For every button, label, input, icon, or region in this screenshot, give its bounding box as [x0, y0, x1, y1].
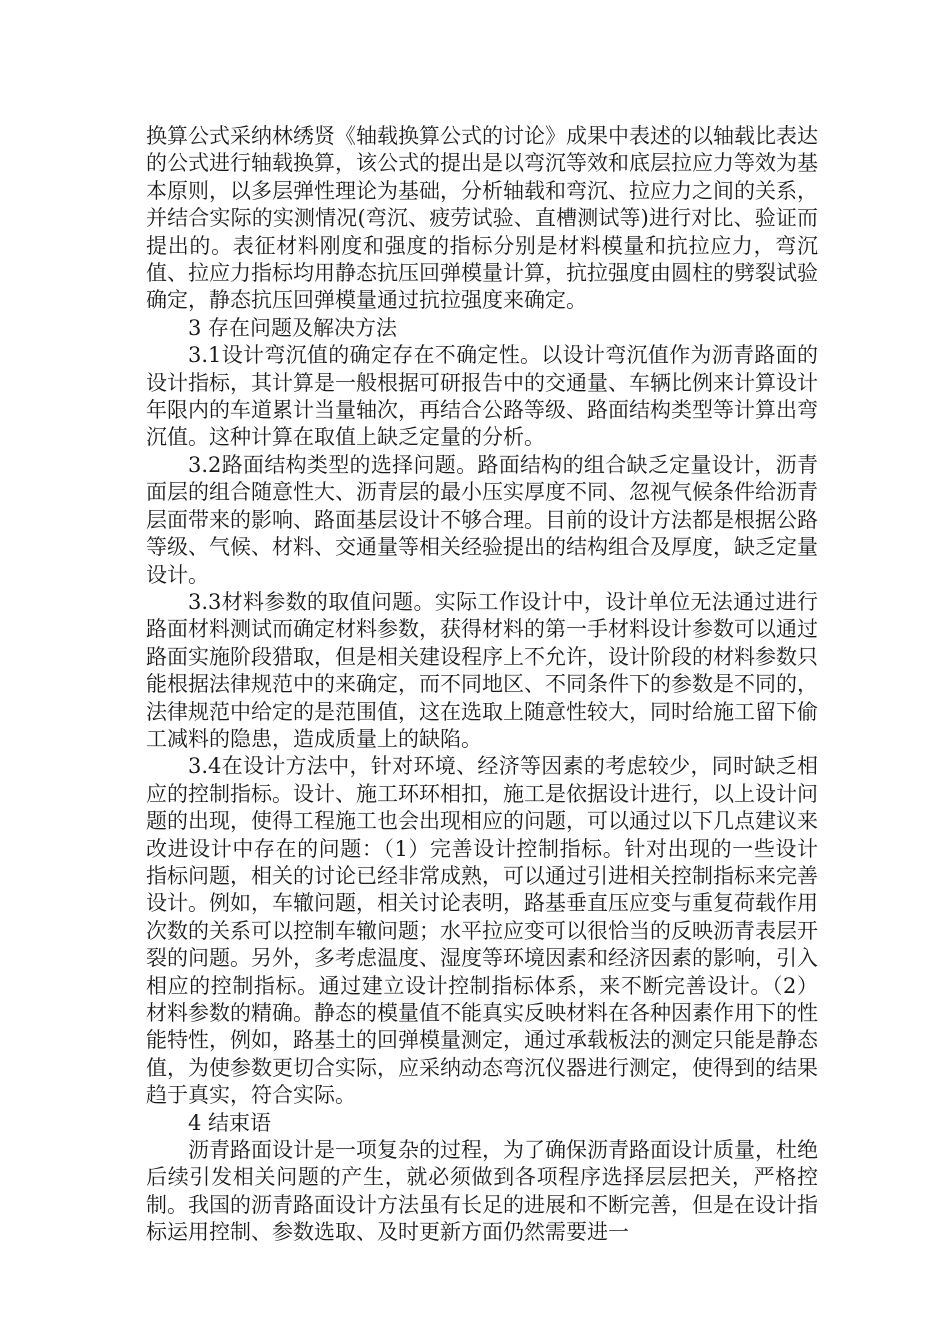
section-heading-4: 4 结束语	[188, 1110, 272, 1135]
paragraph-3-3: 3.3材料参数的取值问题。实际工作设计中，设计单位无法通过进行路面材料测试而确定材料参数，获得材料的第一手材料设计参数可以通过路面实施阶段猎取，但是相关建设程序上不允许，设计阶段的材料参数只能根据法律规范中的来确定，而不同地区、不同条件下的参数是不同的，法律规范中给定的是范围值，这在选取上随意性较大，同时给施工留下偷工减料的隐患，造成质量上的缺陷。	[146, 589, 818, 751]
paragraph-3-1: 3.1设计弯沉值的确定存在不确定性。以设计弯沉值作为沥青路面的设计指标，其计算是一般根据可研报告中的交通量、车辆比例来计算设计年限内的车道累计当量轴次，再结合公路等级、路面结构类型等计算出弯沉值。这种计算在取值上缺乏定量的分析。	[146, 343, 818, 450]
paragraph-conclusion: 沥青路面设计是一项复杂的过程，为了确保沥青路面设计质量，杜绝后续引发相关问题的产生，就必须做到各项程序选择层层把关，严格控制。我国的沥青路面设计方法虽有长足的进展和不断完善，但是在设计指标运用控制、参数选取、及时更新方面仍然需要进一	[146, 1138, 818, 1245]
section-heading-3: 3 存在问题及解决方法	[188, 315, 398, 340]
paragraph-3-2: 3.2路面结构类型的选择问题。路面结构的组合缺乏定量设计，沥青面层的组合随意性大、沥青层的最小压实厚度不同、忽视气候条件给沥青层面带来的影响、路面基层设计不够合理。目前的设计方法都是根据公路等级、气候、材料、交通量等相关经验提出的结构组合及厚度，缺乏定量设计。	[146, 452, 818, 587]
paragraph-3-4: 3.4在设计方法中，针对环境、经济等因素的考虑较少，同时缺乏相应的控制指标。设计、施工环环相扣，施工是依据设计进行，以上设计问题的出现，使得工程施工也会出现相应的问题，可以通过以下几点建议来改进设计中存在的问题：（1）完善设计控制指标。针对出现的一些设计指标问题，相关的讨论已经非常成熟，可以通过引进相关控制指标来完善设计。例如，车辙问题，相关讨论表明，路基垂直压应变与重复荷载作用次数的关系可以控制车辙问题；水平拉应变可以很恰当的反映沥青表层开裂的问题。另外，多考虑温度、湿度等环境因素和经济因素的影响，引入相应的控制指标。通过建立设计控制指标体系，来不断完善设计。（2）材料参数的精确。静态的模量值不能真实反映材料在各种因素作用下的性能特性，例如，路基土的回弹模量测定，通过承载板法的测定只能是静态值，为使参数更切合实际，应采纳动态弯沉仪器进行测定，使得到的结果趋于真实，符合实际。	[146, 754, 818, 1108]
paragraph-intro: 换算公式采纳林绣贤《轴载换算公式的讨论》成果中表述的以轴载比表达的公式进行轴载换算，该公式的提出是以弯沉等效和底层拉应力等效为基本原则，以多层弹性理论为基础，分析轴载和弯沉、拉应力之间的关系，并结合实际的实测情况(弯沉、疲劳试验、直槽测试等)进行对比、验证而提出的。表征材料刚度和强度的指标分别是材料模量和抗拉应力，弯沉值、拉应力指标均用静态抗压回弹模量计算，抗拉强度由圆柱的劈裂试验确定，静态抗压回弹模量通过抗拉强度来确定。	[146, 124, 818, 313]
document-body	[146, 123, 818, 1247]
